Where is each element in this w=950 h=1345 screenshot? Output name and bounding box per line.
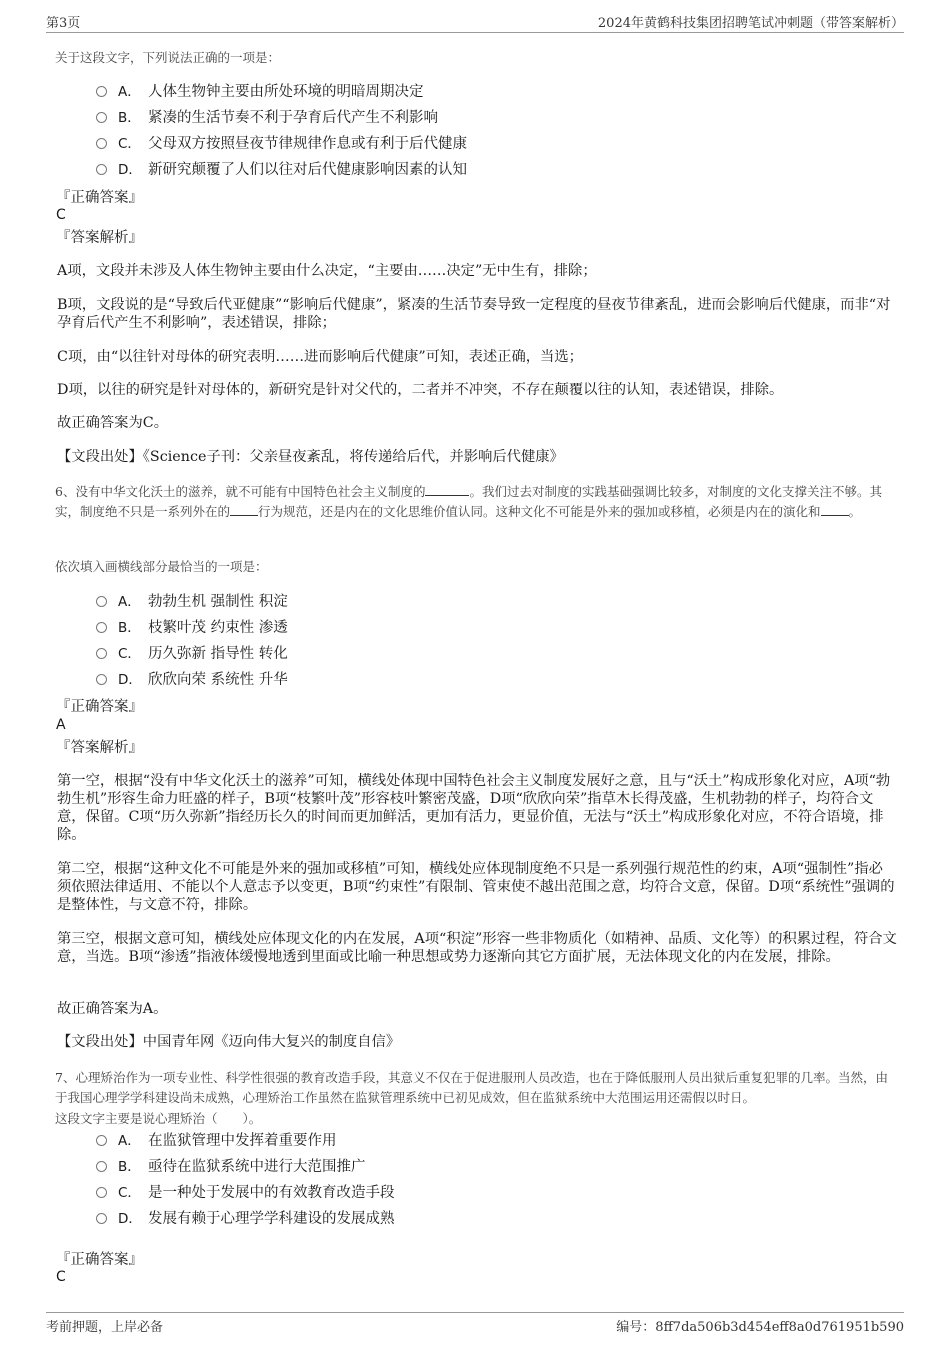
footer-slogan: 考前押题，上岸必备 [46,1320,164,1335]
radio-icon[interactable] [96,138,107,149]
q7-option-b[interactable]: B． 亟待在监狱系统中进行大范围推广 [96,1157,366,1177]
q7-option-a[interactable]: A． 在监狱管理中发挥着重要作用 [96,1131,337,1151]
q5-option-d[interactable]: D． 新研究颠覆了人们以往对后代健康影响因素的认知 [96,160,467,180]
q6-analysis-first: 第一空，根据“没有中华文化沃土的滋养”可知，横线处体现中国特色社会主义制度发展好之意，且与“沃土”构成形象化对应，A项“勃勃生机”形容生命力旺盛的样子，B项“枝繁叶茂”形容枝叶繁密茂盛，D项“欣欣向荣”指草木长得茂盛，生机勃勃的样子，均符合文意，保留。C项“历久弥新”指经历长久的时间而更加鲜活，更加有活力，更显价值，无法与“沃土”构成形象化对应，不符合语境，排除。 [57,773,891,843]
page-header [46,12,904,33]
blank-2 [230,503,258,516]
blank-1 [425,483,469,496]
q5-answer-label: 『正确答案』 [56,190,143,206]
radio-icon[interactable] [96,1135,107,1146]
q5-analysis-b: B项，文段说的是“导致后代亚健康”“影响后代健康”，紧凑的生活节奏导致一定程度的昼夜节律紊乱，进而会影响后代健康，而非“对孕育后代产生不利影响”，表述错误，排除； [57,297,891,331]
q7-text: 7、心理矫治作为一项专业性、科学性很强的教育改造手段，其意义不仅在于促进服刑人员改造，也在于降低服刑人员出狱后重复犯罪的几率。当然，由于我国心理学学科建设尚未成熟，心理矫治工作虽然在监狱管理系统中已初见成效，但在监狱系统中大范围运用还需假以时日。 [55,1070,888,1105]
radio-icon[interactable] [96,674,107,685]
q6-option-d[interactable]: D． 欣欣向荣 系统性 升华 [96,670,288,690]
page-footer [46,1312,904,1335]
q7-answer-label: 『正确答案』 [56,1252,143,1268]
q5-option-b[interactable]: B． 紧凑的生活节奏不利于孕育后代产生不利影响 [96,108,438,128]
radio-icon[interactable] [96,648,107,659]
q5-answer: C [56,207,66,223]
q6-option-c[interactable]: C． 历久弥新 指导性 转化 [96,644,288,664]
q6-conclusion: 故正确答案为A。 [57,1001,168,1017]
q5-analysis-c: C项，由“以往针对母体的研究表明……进而影响后代健康”可知，表述正确，当选； [57,349,583,365]
q5-source: 【文段出处】《Science子刊：父亲昼夜紊乱，将传递给后代，并影响后代健康》 [57,449,564,465]
document-id: 编号：8ff7da506b3d454eff8a0d761951b590 [616,1320,904,1335]
q6-option-a[interactable]: A． 勃勃生机 强制性 积淀 [96,592,288,612]
q6-text: 6、没有中华文化沃土的滋养，就不可能有中国特色社会主义制度的 。我们过去对制度的实践基础强调比较多，对制度的文化支撑关注不够。其实，制度绝不只是一系列外在的 行为规范，还是内在的文化思维价值认同。这种文化不可能是外来的强加或移植，必须是内在的演化和 。 [55,484,882,519]
q7-answer: C [56,1269,66,1285]
radio-icon[interactable] [96,1187,107,1198]
q5-analysis-a: A项，文段并未涉及人体生物钟主要由什么决定，“主要由……决定”无中生有，排除； [57,263,597,279]
radio-icon[interactable] [96,86,107,97]
radio-icon[interactable] [96,1161,107,1172]
document-title: 2024年黄鹤科技集团招聘笔试冲刺题（带答案解析） [597,16,904,31]
q6-source: 【文段出处】中国青年网《迈向伟大复兴的制度自信》 [57,1034,401,1050]
q6-analysis-third: 第三空，根据文意可知，横线处应体现文化的内在发展，A项“积淀”形容一些非物质化（如精神、品质、文化等）的积累过程，符合文意，当选。B项“渗透”指液体缓慢地透到里面或比喻一种思想或势力逐渐向其它方面扩展，无法体现文化的内在发展，排除。 [57,931,897,965]
blank-3 [821,503,849,516]
q5-option-a[interactable]: A． 人体生物钟主要由所处环境的明暗周期决定 [96,82,424,102]
q5-analysis-label: 『答案解析』 [56,230,143,246]
radio-icon[interactable] [96,596,107,607]
q7-option-c[interactable]: C． 是一种处于发展中的有效教育改造手段 [96,1183,395,1203]
radio-icon[interactable] [96,622,107,633]
q6-answer: A [56,717,66,733]
radio-icon[interactable] [96,112,107,123]
page-number: 第3页 [46,16,81,31]
q6-analysis-second: 第二空，根据“这种文化不可能是外来的强加或移植”可知，横线处应体现制度绝不只是一系列强行规范性的约束，A项“强制性”指必须依照法律适用、不能以个人意志予以变更，B项“约束性”有限制、管束使不越出范围之意，均符合文意，保留。D项“系统性”强调的是整体性，与文意不符，排除。 [57,861,895,913]
q5-analysis-d: D项，以往的研究是针对母体的，新研究是针对父代的，二者并不冲突，不存在颠覆以往的认知，表述错误，排除。 [57,382,784,398]
q7-option-d[interactable]: D． 发展有赖于心理学学科建设的发展成熟 [96,1209,395,1229]
q6-option-b[interactable]: B． 枝繁叶茂 约束性 渗透 [96,618,288,638]
q5-conclusion: 故正确答案为C。 [57,415,169,431]
q6-answer-label: 『正确答案』 [56,699,143,715]
q5-option-c[interactable]: C． 父母双方按照昼夜节律规律作息或有利于后代健康 [96,134,467,154]
q6-prompt: 依次填入画横线部分最恰当的一项是： [55,559,268,574]
q7-prompt: 这段文字主要是说心理矫治（ ）。 [55,1111,262,1126]
radio-icon[interactable] [96,1213,107,1224]
q6-analysis-label: 『答案解析』 [56,740,143,756]
q5-prompt: 关于这段文字，下列说法正确的一项是： [55,50,281,65]
radio-icon[interactable] [96,164,107,175]
